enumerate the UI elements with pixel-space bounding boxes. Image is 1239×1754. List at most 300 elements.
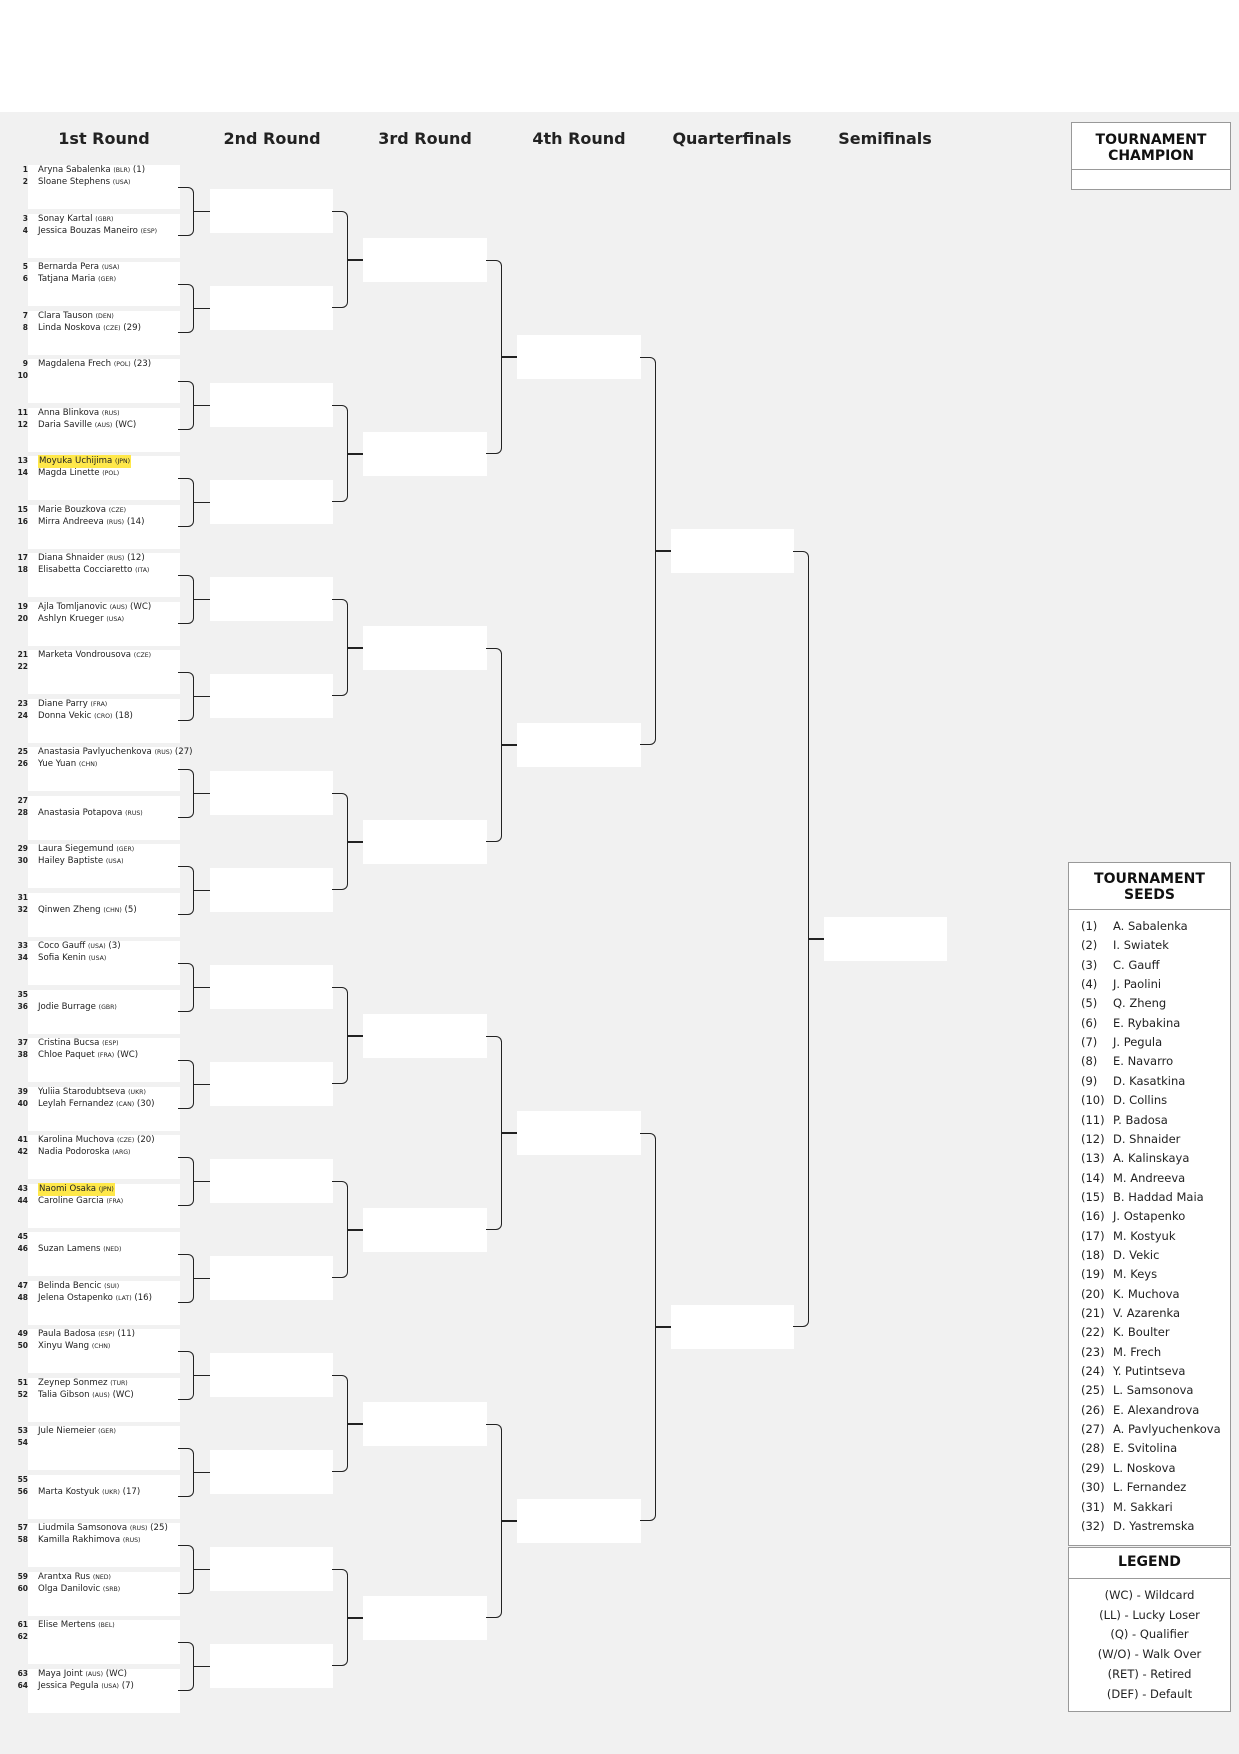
seed-row: [1081, 1363, 1185, 1380]
draw-number: 49: [17, 1329, 28, 1338]
player-name: Olga Danilovic: [38, 1583, 101, 1594]
bracket-connector: [178, 1254, 194, 1303]
player-country: (UKR): [102, 1488, 120, 1496]
player-seed-tag: (WC): [105, 1668, 127, 1679]
player-name: Kamilla Rakhimova: [38, 1535, 121, 1545]
player-country: (CZE): [108, 506, 127, 514]
player-country: (USA): [88, 943, 106, 950]
player-name: Maya Joint: [38, 1668, 83, 1679]
seed-row: [1081, 1266, 1157, 1283]
seed-number: (7): [1081, 1035, 1098, 1050]
seed-player: E. Navarro: [1113, 1054, 1174, 1069]
draw-number: 16: [17, 516, 28, 526]
seed-player: E. Svitolina: [1113, 1441, 1178, 1456]
seed-player: M. Sakkari: [1113, 1499, 1173, 1514]
draw-number: 7: [22, 310, 28, 320]
draw-number: 44: [17, 1195, 28, 1205]
player-seed-tag: (16): [134, 1292, 153, 1303]
bracket-connector: [486, 260, 502, 454]
r2-match-slot[interactable]: [210, 771, 333, 815]
player-country: (POL): [113, 361, 131, 368]
bracket-connector-stub: [347, 1035, 363, 1037]
player-name: Ashlyn Krueger: [38, 613, 104, 624]
player-name: Cristina Bucsa: [38, 1038, 100, 1048]
qf-match-slot[interactable]: [671, 529, 794, 573]
player-country: (CAN): [116, 1100, 135, 1108]
seed-player: V. Azarenka: [1113, 1306, 1180, 1320]
player-entry[interactable]: [38, 1583, 120, 1596]
player-entry[interactable]: [38, 564, 149, 577]
bracket-connector-stub: [655, 550, 671, 552]
seed-player: A. Sabalenka: [1113, 919, 1188, 933]
draw-number: 19: [17, 601, 28, 611]
player-seed-tag: (17): [122, 1486, 141, 1497]
player-name: Linda Noskova: [38, 322, 101, 333]
player-country: (DEN): [95, 312, 114, 320]
player-seed-tag: (23): [133, 359, 152, 369]
seed-row: [1081, 1499, 1173, 1516]
player-name: Coco Gauff: [38, 941, 86, 951]
seed-number: (30): [1081, 1480, 1105, 1495]
seed-number: (1): [1081, 919, 1098, 933]
player-entry[interactable]: [38, 1195, 123, 1208]
bracket-connector-stub: [501, 1520, 517, 1522]
seeds-divider: [1069, 909, 1230, 910]
player-country: (JPN): [115, 458, 131, 465]
player-country: (UKR): [128, 1088, 146, 1096]
seed-row: [1081, 976, 1161, 993]
player-entry[interactable]: [38, 855, 124, 868]
seed-number: (12): [1081, 1131, 1105, 1146]
draw-number: 36: [17, 1001, 28, 1011]
draw-number: 20: [17, 613, 28, 623]
player-country: (SUI): [104, 1282, 120, 1290]
player-entry[interactable]: [38, 1534, 140, 1547]
player-country: (RUS): [129, 1525, 148, 1532]
r2-match-slot[interactable]: [210, 1159, 333, 1203]
r2-match-slot[interactable]: [210, 1450, 333, 1494]
bracket-connector-stub: [347, 1423, 363, 1425]
player-country: (BEL): [98, 1622, 115, 1629]
draw-number: 52: [17, 1389, 28, 1399]
player-name: Suzan Lamens: [38, 1244, 101, 1254]
seed-row: [1081, 1440, 1177, 1457]
draw-number: 31: [17, 892, 28, 902]
bracket-connector-stub: [193, 211, 210, 213]
draw-number: 41: [17, 1135, 28, 1144]
bracket-connector: [178, 284, 194, 333]
player-country: (JPN): [98, 1185, 114, 1193]
r2-match-slot[interactable]: [210, 577, 333, 621]
r2-match-slot[interactable]: [210, 1062, 333, 1106]
seed-player: M. Keys: [1113, 1267, 1158, 1282]
seed-number: (9): [1081, 1073, 1098, 1088]
draw-number: 58: [17, 1535, 28, 1544]
draw-number: 15: [17, 504, 28, 514]
r2-match-slot[interactable]: [210, 1256, 333, 1300]
player-name: Caroline Garcia: [38, 1195, 104, 1206]
player-name: Karolina Muchova: [38, 1135, 115, 1145]
player-entry[interactable]: [38, 1680, 134, 1693]
draw-number: 56: [17, 1486, 28, 1496]
player-country: (NED): [103, 1246, 122, 1253]
bracket-connector-stub: [193, 1278, 210, 1280]
player-name: Zeynep Sonmez: [38, 1377, 108, 1388]
player-name: Laura Siegemund: [38, 844, 114, 854]
seed-player: K. Muchova: [1113, 1286, 1180, 1301]
player-entry[interactable]: [38, 1389, 134, 1402]
bracket-connector: [793, 551, 809, 1327]
player-entry[interactable]: [38, 176, 130, 189]
player-name: Yuliia Starodubtseva: [38, 1086, 126, 1097]
seed-row: [1081, 957, 1160, 974]
player-entry[interactable]: [38, 613, 124, 626]
seed-number: (19): [1081, 1267, 1105, 1282]
player-name: Jelena Ostapenko: [38, 1292, 113, 1303]
r2-match-slot[interactable]: [210, 1644, 333, 1688]
draw-number: 21: [17, 650, 28, 659]
player-name: Sloane Stephens: [38, 177, 111, 187]
bracket-connector-stub: [193, 793, 210, 795]
draw-number: 4: [22, 225, 28, 235]
player-entry[interactable]: [38, 358, 151, 371]
r2-match-slot[interactable]: [210, 1353, 333, 1397]
player-entry[interactable]: [38, 1243, 121, 1256]
player-entry[interactable]: [38, 322, 141, 335]
bracket-connector-stub: [347, 1617, 363, 1619]
draw-number: 62: [17, 1632, 28, 1641]
seed-number: (18): [1081, 1247, 1105, 1262]
draw-number: 38: [17, 1050, 28, 1059]
player-entry[interactable]: [38, 1146, 130, 1159]
player-seed-tag: (30): [136, 1098, 155, 1109]
seed-number: (16): [1081, 1209, 1105, 1224]
player-entry[interactable]: [38, 649, 151, 662]
player-name: Hailey Baptiste: [38, 856, 104, 866]
draw-number: 8: [22, 322, 28, 332]
player-name: Marta Kostyuk: [38, 1486, 100, 1497]
bracket-connector-stub: [655, 1326, 671, 1328]
seed-row: [1081, 1034, 1162, 1051]
player-seed-tag: (29): [123, 322, 141, 333]
player-country: (CZE): [103, 324, 121, 332]
bracket-connector-stub: [193, 1181, 210, 1183]
player-country: (RUS): [154, 749, 173, 756]
player-seed-tag: (25): [150, 1523, 168, 1533]
bracket-connector: [332, 599, 348, 696]
draw-number: 53: [17, 1426, 28, 1435]
seed-row: [1081, 1131, 1180, 1148]
player-name: Chloe Paquet: [38, 1050, 95, 1060]
draw-number: 24: [17, 710, 28, 720]
draw-number: 64: [17, 1680, 28, 1690]
player-entry[interactable]: [38, 1340, 110, 1353]
player-name: Marketa Vondrousova: [38, 650, 132, 660]
player-entry[interactable]: [38, 1425, 116, 1438]
player-entry[interactable]: [38, 516, 145, 529]
r4-match-slot[interactable]: [517, 723, 641, 767]
player-country: (USA): [112, 179, 131, 186]
player-entry[interactable]: [38, 758, 97, 771]
draw-number: 51: [17, 1377, 28, 1387]
player-country: (FRA): [97, 1052, 115, 1059]
seed-player: P. Badosa: [1113, 1112, 1168, 1127]
player-name: Liudmila Samsonova: [38, 1523, 128, 1533]
player-country: (RUS): [122, 1537, 141, 1544]
draw-number: 14: [17, 468, 28, 477]
seed-player: K. Boulter: [1113, 1325, 1170, 1340]
bracket-connector: [332, 793, 348, 890]
r2-match-slot[interactable]: [210, 868, 333, 912]
r2-match-slot[interactable]: [210, 189, 333, 233]
draw-number: 12: [17, 419, 28, 429]
round-header-4: 4th Round: [532, 129, 626, 148]
player-country: (ESP): [98, 1331, 115, 1338]
player-name: Talia Gibson: [38, 1389, 90, 1400]
draw-number: 32: [17, 904, 28, 914]
r2-match-slot[interactable]: [210, 674, 333, 718]
player-name: Arantxa Rus: [38, 1571, 91, 1582]
player-seed-tag: (3): [108, 941, 121, 951]
seeds-title: TOURNAMENT SEEDS: [1094, 871, 1205, 903]
bracket-connector: [178, 672, 194, 721]
player-entry[interactable]: [38, 807, 143, 820]
player-name: Ajla Tomljanovic: [38, 601, 108, 612]
player-name: Daria Saville: [38, 419, 93, 430]
player-country: (USA): [105, 858, 124, 865]
seed-player: Q. Zheng: [1113, 996, 1167, 1011]
r2-match-slot[interactable]: [210, 383, 333, 427]
player-entry[interactable]: [38, 419, 136, 432]
player-country: (RUS): [101, 409, 120, 417]
player-name: Bernarda Pera: [38, 262, 100, 272]
player-entry[interactable]: [38, 1001, 117, 1014]
player-entry[interactable]: [38, 1049, 138, 1062]
bracket-connector-stub: [347, 647, 363, 649]
player-entry[interactable]: [38, 225, 157, 238]
seed-row: [1081, 1150, 1189, 1167]
player-name: Qinwen Zheng: [38, 904, 101, 915]
seed-number: (14): [1081, 1170, 1105, 1185]
bracket-connector-stub: [193, 308, 210, 310]
seed-row: [1081, 1112, 1168, 1129]
draw-number: 26: [17, 759, 28, 768]
draw-number: 6: [22, 274, 28, 283]
draw-number: 28: [17, 807, 28, 817]
seed-number: (27): [1081, 1422, 1105, 1437]
seed-player: C. Gauff: [1113, 957, 1160, 972]
player-name: Anastasia Pavlyuchenkova: [38, 747, 152, 757]
player-entry[interactable]: [38, 710, 133, 723]
seeds-panel: [1068, 862, 1231, 1546]
player-seed-tag: (12): [127, 553, 145, 563]
player-name: Moyuka Uchijima: [39, 456, 113, 466]
r4-match-slot[interactable]: [517, 335, 641, 379]
bracket-connector: [178, 1448, 194, 1497]
r3-match-slot[interactable]: [363, 1014, 487, 1058]
r3-match-slot[interactable]: [363, 1208, 487, 1252]
r3-match-slot[interactable]: [363, 1596, 487, 1640]
player-name: Sonay Kartal: [38, 213, 93, 224]
seed-row: [1081, 1286, 1180, 1303]
bracket-connector: [640, 1133, 656, 1521]
draw-number: 63: [17, 1668, 28, 1678]
champion-title: TOURNAMENT CHAMPION: [1095, 132, 1207, 164]
bracket-connector-stub: [347, 453, 363, 455]
player-country: (CHN): [103, 906, 122, 914]
seed-number: (17): [1081, 1228, 1105, 1243]
player-country: (NED): [92, 1573, 111, 1581]
bracket-connector: [332, 1375, 348, 1472]
bracket-connector-stub: [193, 1375, 210, 1377]
r4-match-slot[interactable]: [517, 1499, 641, 1543]
seed-row: [1081, 918, 1188, 935]
draw-number: 13: [17, 456, 28, 465]
player-entry[interactable]: [38, 1619, 115, 1632]
seed-number: (13): [1081, 1151, 1105, 1166]
player-country: (CHN): [78, 761, 98, 768]
seed-player: D. Collins: [1113, 1093, 1168, 1108]
seed-player: D. Yastremska: [1113, 1518, 1195, 1533]
seed-player: Y. Putintseva: [1113, 1364, 1186, 1379]
draw-number: 48: [17, 1292, 28, 1302]
r3-match-slot[interactable]: [363, 432, 487, 476]
r2-match-slot[interactable]: [210, 965, 333, 1009]
player-entry[interactable]: [38, 1098, 155, 1111]
player-name: Elisabetta Cocciaretto: [38, 565, 133, 575]
r2-match-slot[interactable]: [210, 1547, 333, 1591]
player-name: Paula Badosa: [38, 1329, 96, 1339]
bracket-connector-stub: [193, 890, 210, 892]
player-name: Mirra Andreeva: [38, 516, 104, 527]
player-seed-tag: (WC): [130, 601, 152, 612]
r3-match-slot[interactable]: [363, 1402, 487, 1446]
player-country: (RUS): [125, 809, 143, 817]
draw-number: 40: [17, 1098, 28, 1108]
player-name: Yue Yuan: [38, 759, 77, 769]
bracket-connector: [486, 1036, 502, 1230]
seed-number: (29): [1081, 1460, 1105, 1475]
r3-match-slot[interactable]: [363, 820, 487, 864]
player-entry[interactable]: [38, 1486, 140, 1499]
round-header-5: Quarterfinals: [672, 129, 792, 148]
player-country: (USA): [101, 1682, 119, 1690]
player-name: Magda Linette: [38, 468, 100, 478]
r3-match-slot[interactable]: [363, 626, 487, 670]
seed-row: [1081, 995, 1166, 1012]
legend-item: (Q) - Qualifier: [1110, 1627, 1189, 1642]
seed-player: M. Frech: [1113, 1344, 1162, 1359]
player-country: (USA): [88, 955, 107, 962]
player-country: (ESP): [140, 227, 158, 235]
seed-row: [1081, 1228, 1176, 1245]
player-name: Jessica Bouzas Maneiro: [38, 225, 138, 236]
player-country: (GER): [98, 276, 117, 283]
seed-row: [1081, 1073, 1185, 1090]
player-country: (SRB): [102, 1585, 121, 1593]
seed-row: [1081, 1247, 1159, 1264]
seed-player: M. Andreeva: [1113, 1170, 1186, 1185]
player-entry[interactable]: [38, 467, 119, 480]
seed-row: [1081, 1015, 1180, 1032]
bracket-connector-stub: [193, 696, 210, 698]
r4-match-slot[interactable]: [517, 1111, 641, 1155]
seed-row: [1081, 937, 1169, 954]
bracket-connector: [640, 357, 656, 745]
bracket-connector-stub: [193, 987, 210, 989]
r2-match-slot[interactable]: [210, 286, 333, 330]
player-country: (GER): [98, 1428, 116, 1435]
player-name: Jule Niemeier: [38, 1426, 96, 1436]
seed-player: J. Ostapenko: [1113, 1209, 1186, 1224]
player-country: (FRA): [106, 1197, 124, 1205]
player-name: Marie Bouzkova: [38, 504, 107, 515]
player-seed-tag: (WC): [116, 1050, 139, 1060]
legend-title: LEGEND: [1118, 1554, 1181, 1570]
player-country: (BLR): [113, 167, 131, 174]
bracket-connector-stub: [347, 1229, 363, 1231]
legend-item: (LL) - Lucky Loser: [1099, 1607, 1200, 1622]
seed-row: [1081, 1305, 1180, 1322]
bracket-connector: [178, 1642, 194, 1691]
champion-panel: [1071, 122, 1231, 190]
draw-number: 17: [17, 553, 28, 562]
bracket-connector: [332, 1181, 348, 1278]
draw-number: 3: [22, 213, 28, 223]
draw-number: 61: [17, 1620, 28, 1629]
player-name: Anna Blinkova: [38, 407, 100, 418]
player-seed-tag: (14): [126, 516, 145, 527]
sf-match-slot[interactable]: [824, 917, 947, 961]
qf-match-slot[interactable]: [671, 1305, 794, 1349]
seed-player: J. Paolini: [1113, 977, 1162, 992]
seed-row: [1081, 1324, 1170, 1341]
seed-number: (5): [1081, 996, 1098, 1011]
bracket-connector: [332, 1569, 348, 1666]
legend-panel: [1068, 1547, 1231, 1712]
seed-number: (32): [1081, 1518, 1105, 1533]
draw-number: 33: [17, 941, 28, 950]
draw-number: 55: [17, 1474, 28, 1484]
champion-slot[interactable]: [1072, 171, 1230, 189]
player-country: (TUR): [110, 1379, 128, 1387]
r3-match-slot[interactable]: [363, 238, 487, 282]
bracket-connector: [178, 1351, 194, 1400]
draw-number: 59: [17, 1571, 28, 1581]
player-name: Naomi Osaka: [39, 1183, 97, 1194]
draw-number: 22: [17, 662, 28, 671]
seed-number: (26): [1081, 1402, 1105, 1417]
bracket-connector: [178, 381, 194, 430]
bracket-connector: [178, 963, 194, 1012]
player-entry[interactable]: [38, 1292, 152, 1305]
draw-number: 23: [17, 698, 28, 708]
player-entry[interactable]: [38, 952, 106, 965]
draw-number: 10: [17, 371, 28, 380]
player-name: Diana Shnaider: [38, 553, 104, 563]
draw-number: 1: [22, 165, 28, 174]
player-country: (GER): [116, 846, 135, 853]
player-name: Tatjana Maria: [38, 274, 96, 284]
r2-match-slot[interactable]: [210, 480, 333, 524]
draw-number: 25: [17, 747, 28, 756]
bracket-connector-stub: [193, 1569, 210, 1571]
player-entry[interactable]: [38, 904, 137, 917]
seed-player: L. Fernandez: [1113, 1480, 1187, 1495]
bracket-connector: [332, 211, 348, 308]
seed-row: [1081, 1053, 1173, 1070]
player-entry[interactable]: [38, 273, 116, 286]
